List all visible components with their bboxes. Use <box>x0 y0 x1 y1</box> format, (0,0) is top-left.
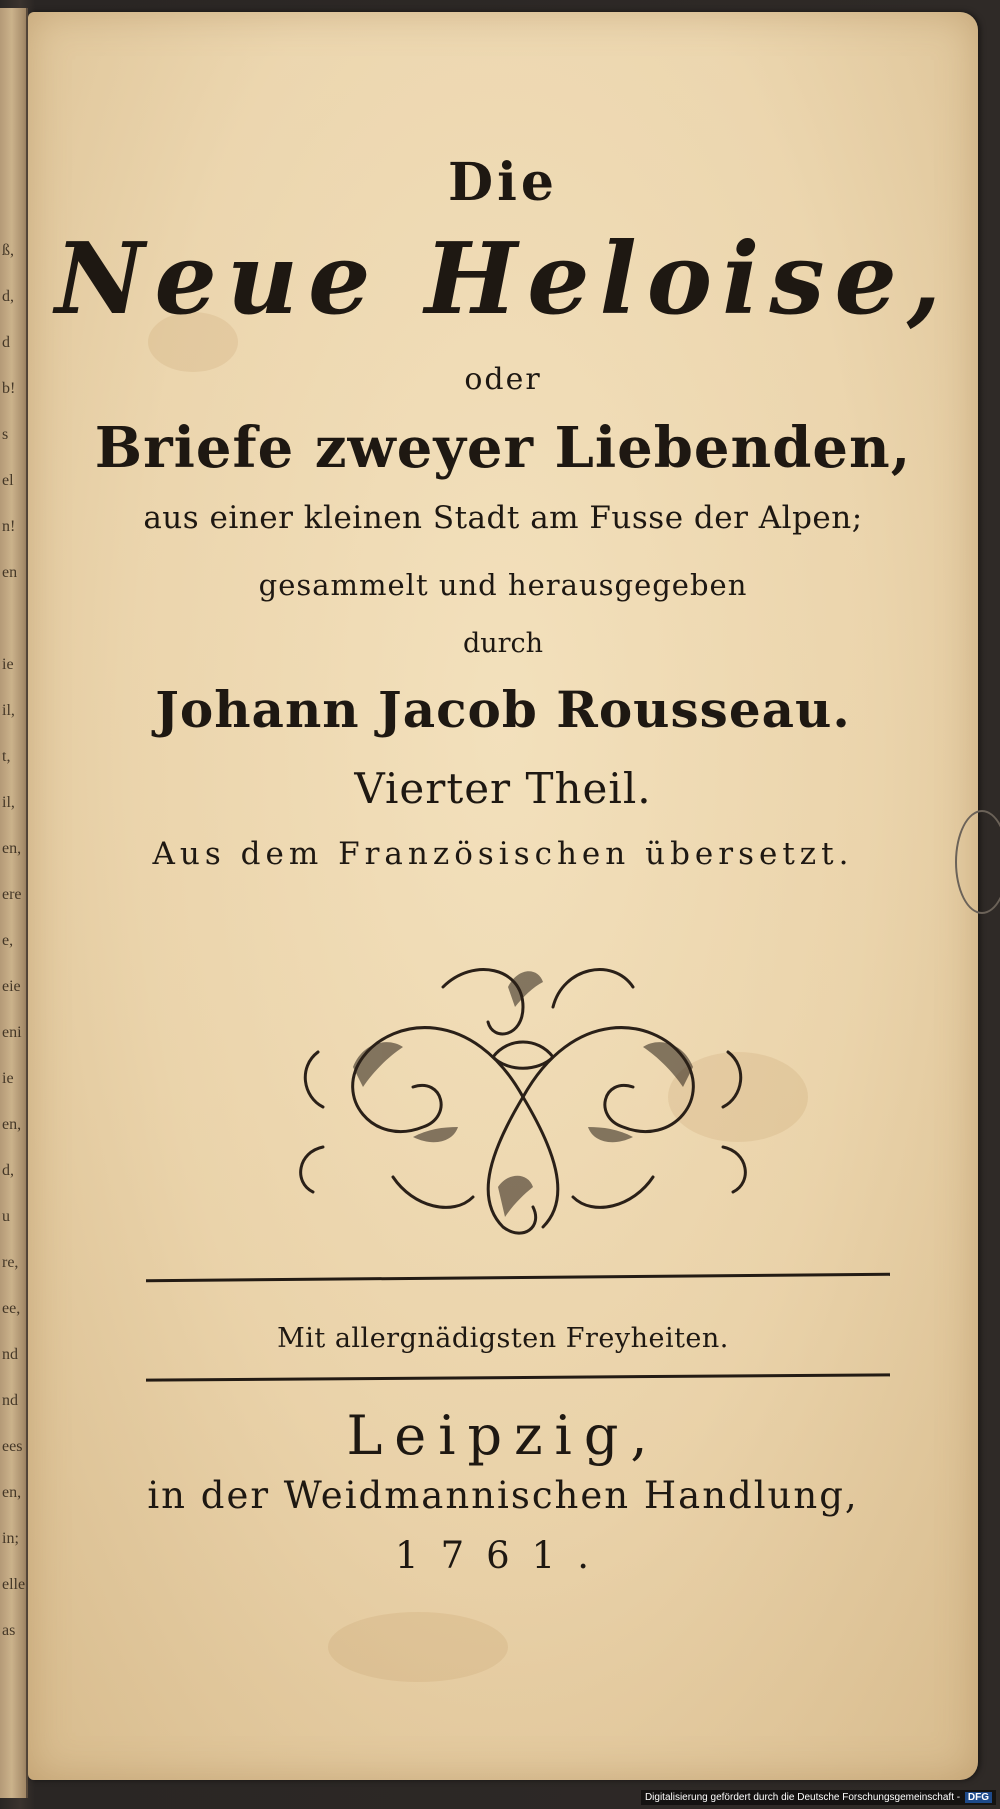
by-line: durch <box>462 628 544 659</box>
bottom-rule <box>146 1373 890 1381</box>
imprint-year: 1761. <box>395 1534 611 1577</box>
imprint-publisher: in der Weidmannischen Handlung, <box>147 1474 859 1517</box>
printer-ornament-icon <box>293 947 753 1247</box>
paper-stain <box>328 1612 508 1682</box>
subtitle-origin: aus einer kleinen Stadt am Fusse der Alpen; <box>143 500 863 536</box>
title-page <box>28 12 978 1780</box>
previous-page-edge <box>0 8 28 1798</box>
top-rule <box>146 1273 890 1282</box>
subtitle: Briefe zweyer Liebenden, <box>94 415 912 481</box>
translation-note: Aus dem Französischen übersetzt. <box>152 836 854 872</box>
editor-note: gesammelt und herausgegeben <box>258 568 748 602</box>
book-title: Neue Heloise, <box>54 222 952 337</box>
author-name: Johann Jacob Rousseau. <box>155 680 851 739</box>
title-article: Die <box>448 152 558 213</box>
digitization-credit <box>641 1790 996 1805</box>
imprint-city: Leipzig, <box>346 1404 660 1467</box>
privilege-note: Mit allergnädigsten Freyheiten. <box>277 1323 729 1354</box>
previous-page-text-fragment: ß, d, d b! s el n! en ie il, t, il, en, ere e, eie eni ie en, d, u re, ee, nd nd ees en, in; elle as <box>2 242 26 1639</box>
title-connector: oder <box>464 362 542 397</box>
credit-text: Digitalisierung gefördert durch die Deutsche Forschungsgemeinschaft - <box>644 1792 961 1803</box>
dfg-logo: DFG <box>965 1792 992 1803</box>
binding-tab <box>955 810 1000 914</box>
volume-label: Vierter Theil. <box>354 764 652 813</box>
